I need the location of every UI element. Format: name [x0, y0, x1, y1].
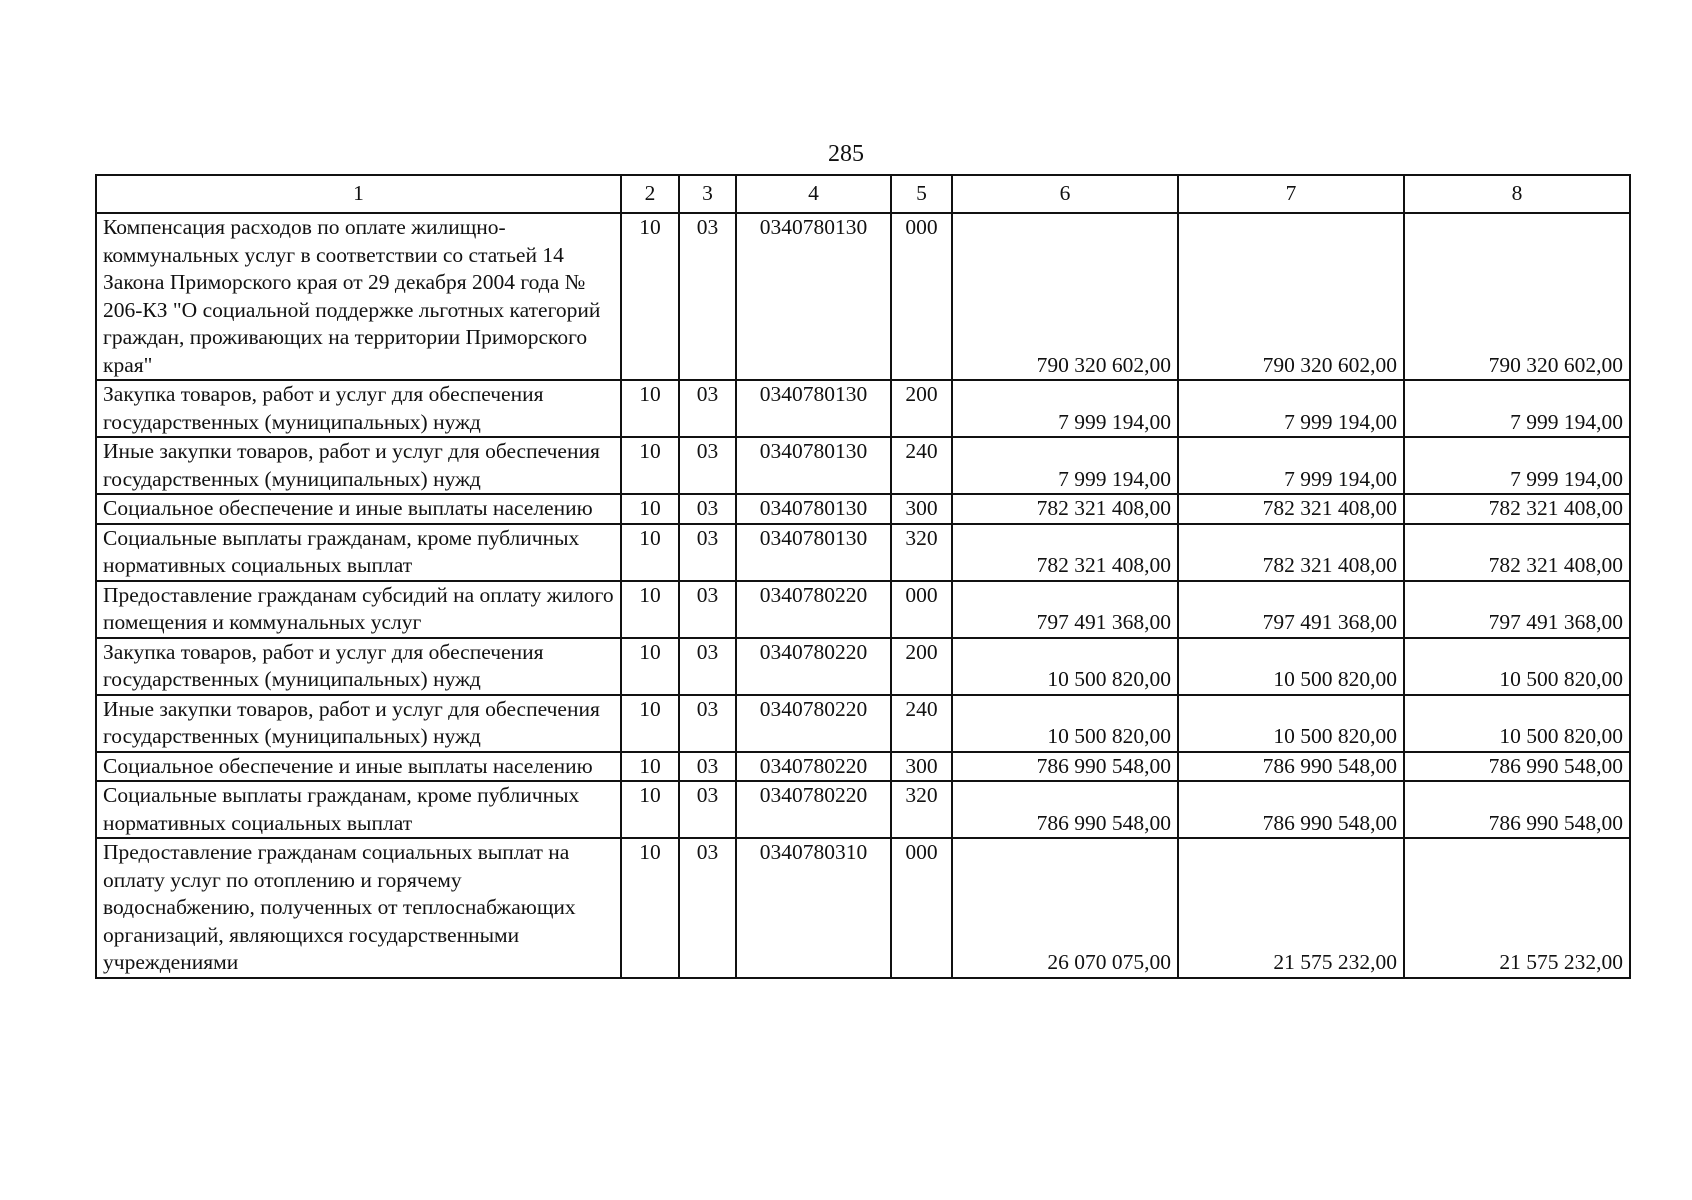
- subsection-code-cell: 03: [679, 581, 736, 638]
- target-article-cell: 0340780130: [736, 524, 891, 581]
- section-code-cell: 10: [621, 638, 679, 695]
- row-name-cell: Закупка товаров, работ и услуг для обеспечения государственных (муниципальных) нужд: [96, 638, 621, 695]
- section-code-cell: 10: [621, 380, 679, 437]
- amount-col7-cell: 786 990 548,00: [1178, 752, 1404, 782]
- amount-col8-cell: 790 320 602,00: [1404, 213, 1630, 380]
- expense-type-cell: 300: [891, 752, 952, 782]
- expense-type-cell: 240: [891, 437, 952, 494]
- section-code-cell: 10: [621, 695, 679, 752]
- expense-type-cell: 200: [891, 380, 952, 437]
- amount-col8-cell: 21 575 232,00: [1404, 838, 1630, 978]
- header-cell-1: 1: [96, 175, 621, 213]
- target-article-cell: 0340780130: [736, 380, 891, 437]
- expense-type-cell: 240: [891, 695, 952, 752]
- target-article-cell: 0340780220: [736, 781, 891, 838]
- subsection-code-cell: 03: [679, 494, 736, 524]
- row-name-cell: Предоставление гражданам социальных выплат на оплату услуг по отоплению и горячему водоснабжению, полученных от теплоснабжающих организаций, являющихся государственными учреждениями: [96, 838, 621, 978]
- target-article-cell: 0340780130: [736, 437, 891, 494]
- section-code-cell: 10: [621, 494, 679, 524]
- target-article-cell: 0340780130: [736, 494, 891, 524]
- amount-col6-cell: 790 320 602,00: [952, 213, 1178, 380]
- amount-col8-cell: 782 321 408,00: [1404, 494, 1630, 524]
- subsection-code-cell: 03: [679, 638, 736, 695]
- amount-col7-cell: 21 575 232,00: [1178, 838, 1404, 978]
- table-row: [96, 581, 1630, 638]
- subsection-code-cell: 03: [679, 752, 736, 782]
- amount-col7-cell: 786 990 548,00: [1178, 781, 1404, 838]
- expense-type-cell: 000: [891, 838, 952, 978]
- subsection-code-cell: 03: [679, 380, 736, 437]
- target-article-cell: 0340780220: [736, 695, 891, 752]
- expense-type-cell: 000: [891, 581, 952, 638]
- amount-col6-cell: 10 500 820,00: [952, 695, 1178, 752]
- row-name-cell: Компенсация расходов по оплате жилищно-коммунальных услуг в соответствии со статьей 14 Закона Приморского края от 29 декабря 2004 года № 206-КЗ "О социальной поддержке льготных категорий граждан, проживающих на территории Приморского края": [96, 213, 621, 380]
- amount-col8-cell: 10 500 820,00: [1404, 638, 1630, 695]
- amount-col8-cell: 786 990 548,00: [1404, 752, 1630, 782]
- table-row: [96, 494, 1630, 524]
- expense-type-cell: 200: [891, 638, 952, 695]
- amount-col8-cell: 7 999 194,00: [1404, 437, 1630, 494]
- header-cell-6: 6: [952, 175, 1178, 213]
- amount-col6-cell: 26 070 075,00: [952, 838, 1178, 978]
- section-code-cell: 10: [621, 781, 679, 838]
- amount-col6-cell: 7 999 194,00: [952, 437, 1178, 494]
- row-name-cell: Социальное обеспечение и иные выплаты населению: [96, 752, 621, 782]
- amount-col7-cell: 7 999 194,00: [1178, 437, 1404, 494]
- amount-col7-cell: 10 500 820,00: [1178, 695, 1404, 752]
- header-cell-3: 3: [679, 175, 736, 213]
- subsection-code-cell: 03: [679, 838, 736, 978]
- amount-col6-cell: 786 990 548,00: [952, 781, 1178, 838]
- header-cell-8: 8: [1404, 175, 1630, 213]
- expense-type-cell: 300: [891, 494, 952, 524]
- amount-col8-cell: 7 999 194,00: [1404, 380, 1630, 437]
- amount-col8-cell: 10 500 820,00: [1404, 695, 1630, 752]
- amount-col7-cell: 790 320 602,00: [1178, 213, 1404, 380]
- section-code-cell: 10: [621, 838, 679, 978]
- amount-col6-cell: 10 500 820,00: [952, 638, 1178, 695]
- header-row: [96, 175, 1630, 213]
- amount-col6-cell: 786 990 548,00: [952, 752, 1178, 782]
- amount-col6-cell: 797 491 368,00: [952, 581, 1178, 638]
- table-row: [96, 838, 1630, 978]
- amount-col7-cell: 782 321 408,00: [1178, 524, 1404, 581]
- section-code-cell: 10: [621, 437, 679, 494]
- target-article-cell: 0340780220: [736, 638, 891, 695]
- subsection-code-cell: 03: [679, 781, 736, 838]
- row-name-cell: Иные закупки товаров, работ и услуг для обеспечения государственных (муниципальных) нужд: [96, 695, 621, 752]
- row-name-cell: Социальные выплаты гражданам, кроме публичных нормативных социальных выплат: [96, 781, 621, 838]
- target-article-cell: 0340780220: [736, 581, 891, 638]
- header-cell-4: 4: [736, 175, 891, 213]
- page-number: 285: [828, 141, 864, 167]
- row-name-cell: Предоставление гражданам субсидий на оплату жилого помещения и коммунальных услуг: [96, 581, 621, 638]
- amount-col7-cell: 7 999 194,00: [1178, 380, 1404, 437]
- amount-col6-cell: 782 321 408,00: [952, 524, 1178, 581]
- section-code-cell: 10: [621, 752, 679, 782]
- table-row: [96, 781, 1630, 838]
- subsection-code-cell: 03: [679, 695, 736, 752]
- amount-col8-cell: 782 321 408,00: [1404, 524, 1630, 581]
- table-row: [96, 638, 1630, 695]
- header-cell-2: 2: [621, 175, 679, 213]
- table-row: [96, 524, 1630, 581]
- header-cell-5: 5: [891, 175, 952, 213]
- budget-table: [95, 174, 1631, 979]
- table-row: [96, 213, 1630, 380]
- amount-col6-cell: 7 999 194,00: [952, 380, 1178, 437]
- table-row: [96, 695, 1630, 752]
- subsection-code-cell: 03: [679, 437, 736, 494]
- row-name-cell: Социальные выплаты гражданам, кроме публичных нормативных социальных выплат: [96, 524, 621, 581]
- section-code-cell: 10: [621, 581, 679, 638]
- expense-type-cell: 000: [891, 213, 952, 380]
- section-code-cell: 10: [621, 524, 679, 581]
- amount-col6-cell: 782 321 408,00: [952, 494, 1178, 524]
- table-row: [96, 752, 1630, 782]
- amount-col8-cell: 786 990 548,00: [1404, 781, 1630, 838]
- row-name-cell: Закупка товаров, работ и услуг для обеспечения государственных (муниципальных) нужд: [96, 380, 621, 437]
- subsection-code-cell: 03: [679, 524, 736, 581]
- row-name-cell: Иные закупки товаров, работ и услуг для обеспечения государственных (муниципальных) нужд: [96, 437, 621, 494]
- table-row: [96, 437, 1630, 494]
- amount-col7-cell: 797 491 368,00: [1178, 581, 1404, 638]
- amount-col7-cell: 782 321 408,00: [1178, 494, 1404, 524]
- amount-col7-cell: 10 500 820,00: [1178, 638, 1404, 695]
- header-cell-7: 7: [1178, 175, 1404, 213]
- table-row: [96, 380, 1630, 437]
- amount-col8-cell: 797 491 368,00: [1404, 581, 1630, 638]
- target-article-cell: 0340780130: [736, 213, 891, 380]
- subsection-code-cell: 03: [679, 213, 736, 380]
- row-name-cell: Социальное обеспечение и иные выплаты населению: [96, 494, 621, 524]
- target-article-cell: 0340780310: [736, 838, 891, 978]
- section-code-cell: 10: [621, 213, 679, 380]
- expense-type-cell: 320: [891, 524, 952, 581]
- expense-type-cell: 320: [891, 781, 952, 838]
- target-article-cell: 0340780220: [736, 752, 891, 782]
